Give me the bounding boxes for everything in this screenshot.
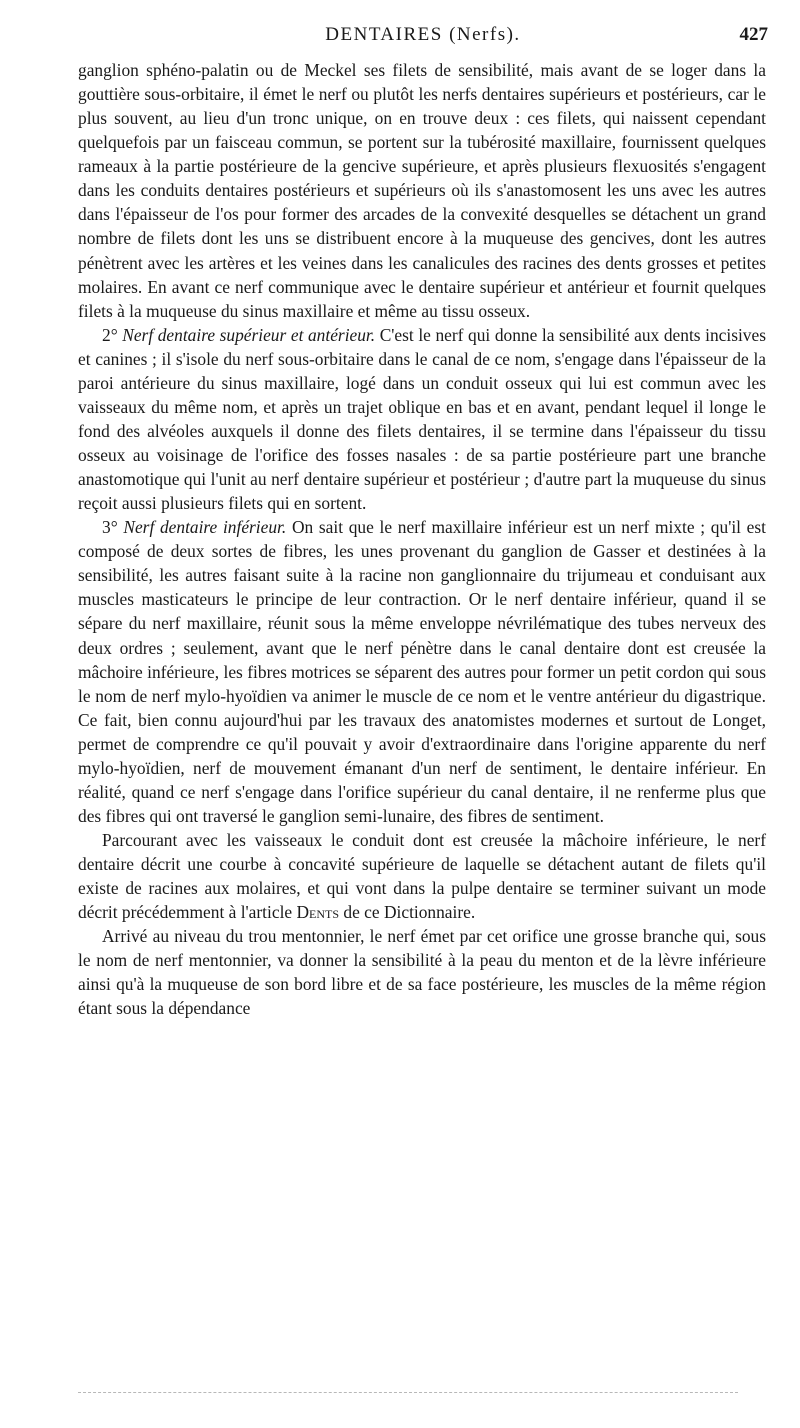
running-head	[78, 24, 768, 50]
cross-reference: Dents	[296, 902, 340, 923]
section-3-heading: Nerf dentaire inférieur.	[123, 517, 287, 538]
section-2	[78, 323, 766, 516]
paragraph-course-end: de ce Dictionnaire.	[343, 902, 476, 923]
paragraph-course	[78, 828, 766, 924]
paragraph-mental: Arrivé au niveau du trou mentonnier, le nerf émet par cet orifice une grosse branche qui, sous le nom de nerf mentonnier, va donner la sensibilité à la peau du menton et de la lèvre inférieure ainsi qu'à la muqueuse de son bord libre et de sa face postérieure, les muscles de la même région étant sous la dépendance	[78, 926, 766, 1019]
paragraph-course-text: Parcourant avec les vaisseaux le conduit dont est creusée la mâchoire inférieure, le nerf dentaire décrit une courbe à concavité supérieure de laquelle se détachent autant de filets qu'il existe de racines aux molaires, et qui vont dans la pulpe dentaire se terminer suivant un mode décrit précédemment à l'article	[78, 830, 766, 923]
page-number: 427	[739, 24, 768, 45]
section-3-number: 3°	[102, 517, 118, 538]
paragraph-intro: ganglion sphéno-palatin ou de Meckel ses filets de sensibilité, mais avant de se loger dans la gouttière sous-orbitaire, il émet le nerf ou plutôt les nerfs dentaires supérieurs et postérieurs, car le plus souvent, au lieu d'un tronc unique, on en trouve deux : ces filets, qui naissent cependant quelquefois par un faisceau commun, se portent sur la tubérosité maxillaire, fournissent quelques rameaux à la partie postérieure de la gencive supérieure, et après plusieurs flexuosités s'engagent dans les conduits dentaires postérieurs et supérieurs où ils s'anastomosent les uns avec les autres dans l'épaisseur de l'os pour former des arcades de la convexité desquelles se détachent un grand nombre de filets dont les uns se distribuent encore à la muqueuse des gencives, dont les autres pénètrent avec les artères et les veines dans les canalicules des racines des dents grosses et petites molaires. En avant ce nerf communique avec le dentaire supérieur et antérieur et fournit quelques filets à la muqueuse du sinus maxillaire et même au tissu osseux.	[78, 60, 766, 321]
section-3	[78, 515, 766, 828]
bottom-rule	[78, 1392, 738, 1393]
section-2-text: C'est le nerf qui donne la sensibilité aux dents incisives et canines ; il s'isole du nerf sous-orbitaire dans le canal de ce nom, s'engage dans l'épaisseur de la paroi antérieure du sinus maxillaire, logé dans un conduit osseux qui lui est commun avec les vaisseaux du même nom, et après un trajet oblique en bas et en avant, pendant lequel il longe le fond des alvéoles auxquels il donne des filets dentaires, il se termine dans l'épaisseur du tissu osseux au voisinage de l'orifice des fosses nasales : de sa partie postérieure part une branche anastomotique qui l'unit au nerf dentaire supérieur et postérieur ; d'autre part la muqueuse du sinus reçoit aussi plusieurs filets qui en sortent.	[78, 324, 766, 514]
body-text	[78, 58, 766, 1021]
section-2-number: 2°	[102, 324, 118, 345]
running-title: DENTAIRES (Nerfs).	[325, 24, 521, 45]
section-2-heading: Nerf dentaire supérieur et antérieur.	[122, 324, 376, 345]
section-3-text: On sait que le nerf maxillaire inférieur est un nerf mixte ; qu'il est composé de deux sortes de fibres, les unes provenant du ganglion de Gasser et destinées à la sensibilité, les autres faisant suite à la racine non ganglionnaire du trijumeau et conduisant aux muscles masticateurs le principe de leur contraction. Or le nerf dentaire inférieur, quand il se sépare du nerf maxillaire, réunit sous la même enveloppe névrilématique des tubes nerveux des deux ordres ; seulement, avant que le nerf pénètre dans le canal dentaire dont est creusée la mâchoire inférieure, les fibres motrices se séparent des autres pour former un petit cordon qui sous le nom de nerf mylo-hyoïdien va animer le muscle de ce nom et le ventre antérieur du digastrique. Ce fait, bien connu aujourd'hui par les travaux des anatomistes modernes et surtout de Longet, permet de comprendre ce qu'il pouvait y avoir d'extraordinaire dans l'origine apparente du nerf mylo-hyoïdien, nerf de mouvement émanant d'un nerf de sentiment, le dentaire inférieur. En réalité, quand ce nerf s'engage dans l'orifice supérieur du canal dentaire, il ne renferme plus que des fibres qui ont traversé le ganglion semi-lunaire, des fibres de sentiment.	[78, 517, 766, 826]
